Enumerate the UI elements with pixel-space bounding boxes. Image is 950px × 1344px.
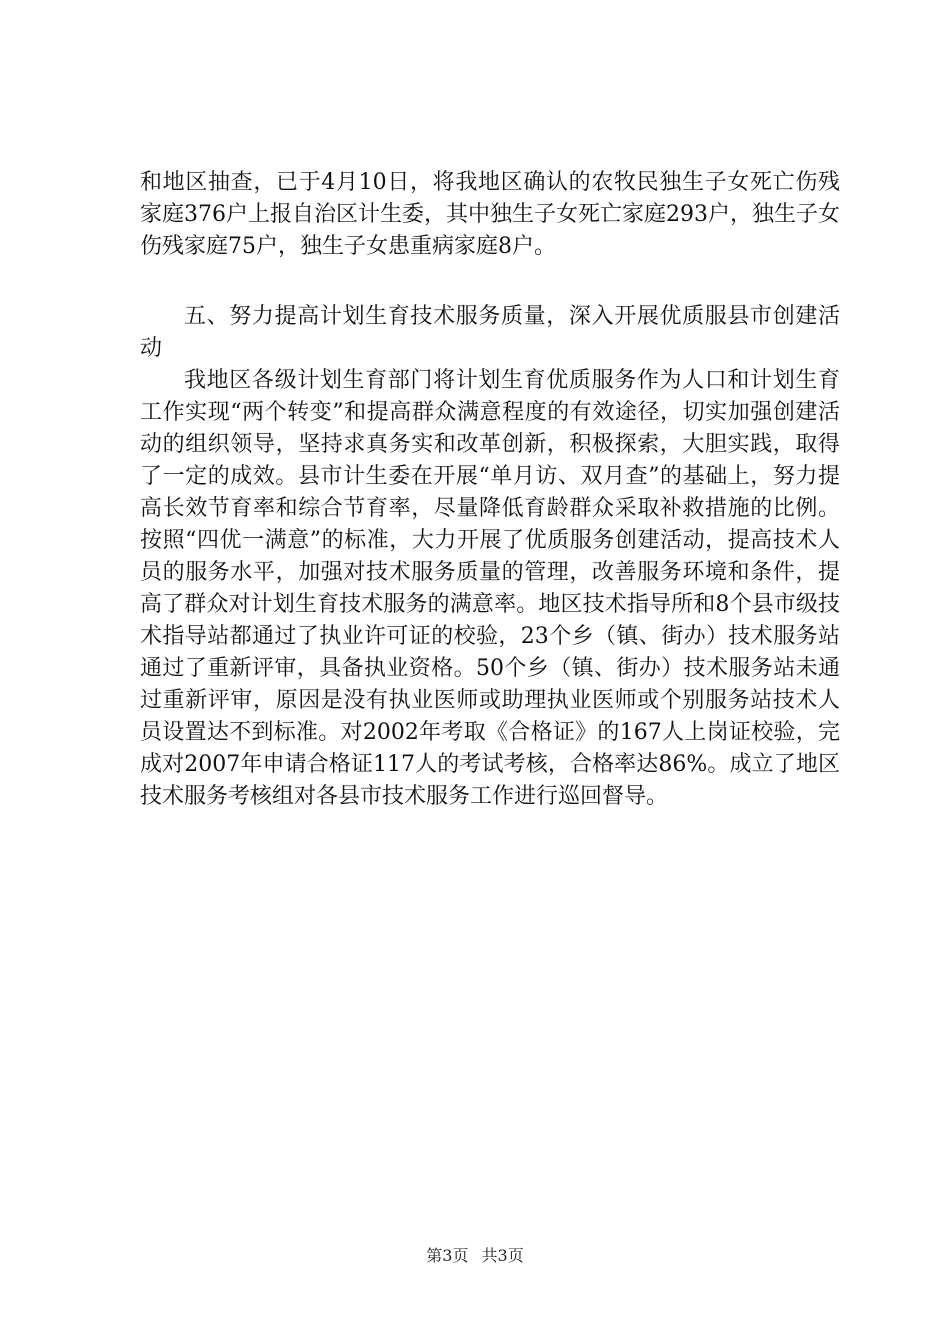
page-total: 共3页 (481, 1246, 524, 1265)
paragraph-continuation: 和地区抽查，已于4月10日，将我地区确认的农牧民独生子女死亡伤残家庭376户上报自治区计生委，其中独生子女死亡家庭293户，独生子女伤残家庭75户，独生子女患重病家庭8户。 (140, 170, 840, 259)
section-body: 我地区各级计划生育部门将计划生育优质服务作为人口和计划生育工作实现“两个转变”和提高群众满意程度的有效途径，切实加强创建活动的组织领导，坚持求真务实和改革创新，积极探索，大胆实践，取得了一定的成效。县市计生委在开展“单月访、双月查”的基础上，努力提高长效节育率和综合节育率，尽量降低育龄群众采取补救措施的比例。按照“四优一满意”的标准，大力开展了优质服务创建活动，提高技术人员的服务水平，加强对技术服务质量的管理，改善服务环境和条件，提高了群众对计划生育技术服务的满意率。地区技术指导所和8个县市级技术指导站都通过了执业许可证的校验，23个乡（镇、街办）技术服务站通过了重新评审，具备执业资格。50个乡（镇、街办）技术服务站未通过重新评审，原因是没有执业医师或助理执业医师或个别服务站技术人员设置达不到标准。对2002年考取《合格证》的167人上岗证校验，完成对2007年申请合格证117人的考试考核，合格率达86%。成立了地区技术服务考核组对各县市技术服务工作进行巡回督导。 (140, 368, 840, 809)
paragraph-gap (140, 263, 840, 301)
document-body (140, 167, 840, 813)
section-heading: 五、努力提高计划生育技术服务质量，深入开展优质服县市创建活动 (140, 304, 840, 361)
page-number: 第3页 (426, 1246, 469, 1265)
page-footer (0, 1246, 950, 1266)
